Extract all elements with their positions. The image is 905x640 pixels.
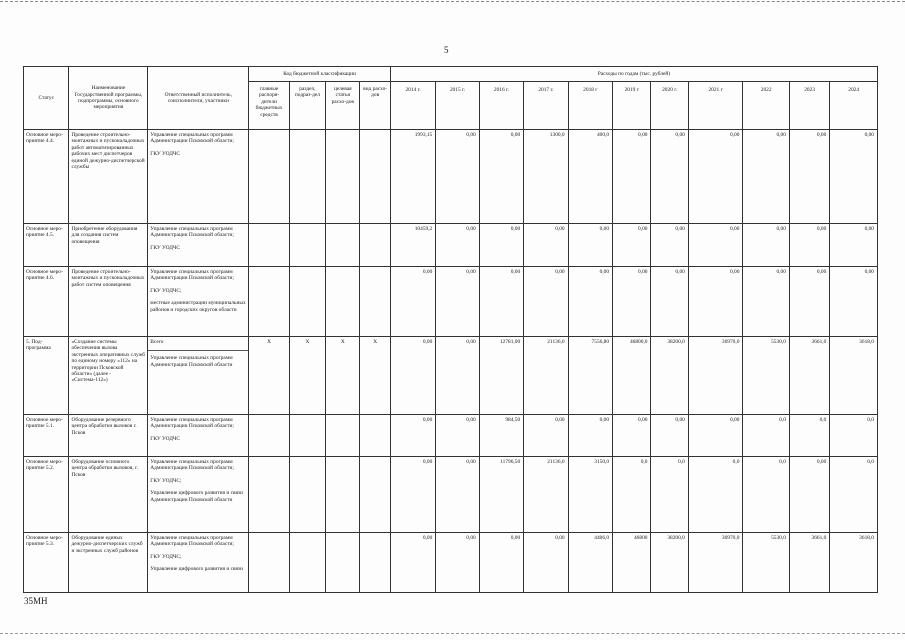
table-row bbox=[24, 457, 878, 533]
row-executor bbox=[148, 415, 249, 457]
header-year: 2020 г. bbox=[651, 82, 688, 130]
header-year: 2018 г bbox=[568, 82, 612, 130]
row-expense-value: 38200,0 bbox=[651, 337, 688, 415]
row-status: Основное меро-приятие 4.4. bbox=[24, 130, 69, 224]
row-expense-value: 0,00 bbox=[524, 224, 568, 267]
row-budget-code bbox=[326, 457, 360, 533]
row-budget-code bbox=[249, 267, 289, 337]
row-budget-code bbox=[326, 415, 360, 457]
row-expense-value: 0,00 bbox=[568, 415, 612, 457]
row-expense-value: 3661,0 bbox=[789, 337, 829, 415]
row-budget-code bbox=[289, 415, 325, 457]
row-expense-value: 38200,0 bbox=[651, 533, 688, 593]
row-expense-value: 0,0 bbox=[688, 457, 743, 533]
row-executor bbox=[148, 267, 249, 337]
row-expense-value: 36970,0 bbox=[688, 533, 743, 593]
row-budget-code bbox=[289, 533, 325, 593]
row-budget-code bbox=[289, 224, 325, 267]
row-executor bbox=[148, 533, 249, 593]
row-expense-value: 5530,0 bbox=[743, 533, 789, 593]
row-expense-value: 984,50 bbox=[479, 415, 523, 457]
row-status: Основное меро-приятие 4.6. bbox=[24, 267, 69, 337]
row-name: Оборудование резервного центра обработки вызовов г. Псков bbox=[69, 415, 148, 457]
row-expense-value: 46800,0 bbox=[613, 337, 651, 415]
row-expense-value: 0,00 bbox=[789, 224, 829, 267]
executor-line: ГКУ УОДЧС bbox=[150, 435, 180, 442]
row-executor bbox=[148, 224, 249, 267]
row-expense-value: 0,00 bbox=[743, 130, 789, 224]
executor-line: местные администрации муниципальных районов и городских округов области bbox=[150, 300, 246, 313]
row-expense-value: 0,00 bbox=[651, 224, 688, 267]
row-expense-value: 0,00 bbox=[688, 415, 743, 457]
row-expense-value: 0,00 bbox=[688, 224, 743, 267]
row-expense-value: 3661,0 bbox=[789, 533, 829, 593]
row-budget-code bbox=[326, 533, 360, 593]
header-expenses: Расходы по годам (тыс. рублей) bbox=[390, 67, 877, 82]
row-expense-value: 0,00 bbox=[688, 130, 743, 224]
row-expense-value: 0,00 bbox=[789, 267, 829, 337]
row-expense-value: 4406,0 bbox=[568, 533, 612, 593]
row-expense-value: 36970,0 bbox=[688, 337, 743, 415]
row-budget-code bbox=[249, 457, 289, 533]
row-expense-value: 0,00 bbox=[436, 533, 479, 593]
header-budget-code: Код бюджетной классификации bbox=[249, 67, 390, 82]
row-budget-code bbox=[360, 533, 390, 593]
row-expense-value: 3618,0 bbox=[830, 533, 878, 593]
row-expense-value: 0,00 bbox=[688, 267, 743, 337]
row-status: 5. Под-программа bbox=[24, 337, 69, 415]
header-budget-subcol: целевая статья расхо-дов bbox=[326, 82, 360, 130]
row-expense-value: 11796,50 bbox=[479, 457, 523, 533]
row-expense-value: 0,00 bbox=[524, 533, 568, 593]
row-budget-code bbox=[249, 533, 289, 593]
header-budget-subcol: вид расхо-дов bbox=[360, 82, 390, 130]
row-expense-value: 0,00 bbox=[436, 415, 479, 457]
row-expense-value: 1300,0 bbox=[524, 130, 568, 224]
header-year: 2019 г bbox=[613, 82, 651, 130]
header-year: 2017 г. bbox=[524, 82, 568, 130]
row-expense-value: 0,00 bbox=[613, 415, 651, 457]
header-budget-subcol: раздел, подраз-дел bbox=[289, 82, 325, 130]
header-year: 2023 bbox=[789, 82, 829, 130]
header-executor: Ответственный исполнитель, соисполнители, участники bbox=[148, 67, 249, 130]
row-expense-value: 0,00 bbox=[789, 457, 829, 533]
header-year: 2024 bbox=[830, 82, 878, 130]
budget-table bbox=[23, 66, 878, 593]
row-expense-value: 0,00 bbox=[436, 224, 479, 267]
row-budget-code bbox=[360, 224, 390, 267]
executor-line: ГКУ УОДЧС bbox=[150, 150, 180, 157]
executor-line: Управление специальных программ Администрации Псковской области; bbox=[150, 417, 234, 430]
row-expense-value: 0,0 bbox=[830, 415, 878, 457]
executor-line: Управление специальных программ Администрации Псковской области; bbox=[150, 459, 234, 472]
row-status: Основное меро-приятие 5.3. bbox=[24, 533, 69, 593]
header-year: 2022 bbox=[743, 82, 789, 130]
row-expense-value: 0,00 bbox=[390, 457, 435, 533]
row-expense-value: 0,0 bbox=[830, 457, 878, 533]
row-budget-code: X bbox=[249, 337, 289, 415]
row-expense-value: 0,00 bbox=[830, 224, 878, 267]
header-year: 2021 г bbox=[688, 82, 743, 130]
row-expense-value: 0,0 bbox=[743, 457, 789, 533]
row-executor bbox=[148, 457, 249, 533]
row-expense-value: 0,00 bbox=[479, 533, 523, 593]
row-expense-value: 0,0 bbox=[613, 457, 651, 533]
row-expense-value: 0,00 bbox=[613, 267, 651, 337]
row-expense-value: 12781,00 bbox=[479, 337, 523, 415]
row-budget-code bbox=[249, 224, 289, 267]
row-budget-code bbox=[249, 415, 289, 457]
row-expense-value: 0,0 bbox=[651, 457, 688, 533]
row-name: Проведение строительно-монтажных и пусконаладочных работ систем оповещения bbox=[69, 267, 148, 337]
row-budget-code bbox=[289, 457, 325, 533]
executor-line: Управление специальных программ Администрации Псковской области; bbox=[150, 226, 234, 239]
row-budget-code bbox=[249, 130, 289, 224]
row-expense-value: 0,00 bbox=[390, 267, 435, 337]
row-budget-code bbox=[360, 415, 390, 457]
row-expense-value: 10459,2 bbox=[390, 224, 435, 267]
header-year: 2016 г. bbox=[479, 82, 523, 130]
row-expense-value: 0,00 bbox=[830, 130, 878, 224]
row-expense-value: 5530,0 bbox=[743, 337, 789, 415]
row-expense-value: 3618,0 bbox=[830, 337, 878, 415]
row-expense-value: 0,00 bbox=[436, 337, 479, 415]
table-row bbox=[24, 337, 878, 415]
row-expense-value: 0,00 bbox=[743, 224, 789, 267]
row-expense-value: 0,00 bbox=[613, 224, 651, 267]
table-row bbox=[24, 415, 878, 457]
row-budget-code bbox=[289, 130, 325, 224]
row-budget-code bbox=[360, 457, 390, 533]
row-expense-value: 0,00 bbox=[651, 130, 688, 224]
table-row bbox=[24, 267, 878, 337]
header-year: 2015 г. bbox=[436, 82, 479, 130]
executor-line: Управление специальных программ Администрации Псковской области; bbox=[150, 535, 234, 548]
row-expense-value: 0,00 bbox=[436, 130, 479, 224]
row-budget-code bbox=[360, 130, 390, 224]
row-expense-value: 0,00 bbox=[524, 415, 568, 457]
executor-line: ГКУ УОДЧС; bbox=[150, 553, 182, 560]
row-budget-code bbox=[326, 130, 360, 224]
row-expense-value: 21136,0 bbox=[524, 337, 568, 415]
row-expense-value: 0,00 bbox=[524, 267, 568, 337]
row-budget-code: X bbox=[360, 337, 390, 415]
row-expense-value: 0,00 bbox=[568, 224, 612, 267]
table-row bbox=[24, 130, 878, 224]
row-budget-code bbox=[326, 267, 360, 337]
table-row bbox=[24, 533, 878, 593]
executor-line: ГКУ УОДЧС; bbox=[150, 477, 182, 484]
row-expense-value: 0,0 bbox=[743, 415, 789, 457]
row-budget-code: X bbox=[289, 337, 325, 415]
row-name: Проведение строительно-монтажных и пусконаладочных работ автоматизированных рабочих мест диспетчеров единой дежурно-диспетчерской службы bbox=[69, 130, 148, 224]
header-name: Наименование Государственной программы, подпрограммы, основного мероприятия bbox=[69, 67, 148, 130]
row-status: Основное меро-приятие 5.2. bbox=[24, 457, 69, 533]
row-expense-value: 0,00 bbox=[651, 415, 688, 457]
row-expense-value: 0,00 bbox=[613, 130, 651, 224]
row-name: Приобретение оборудования для создания систем оповещения bbox=[69, 224, 148, 267]
row-status: Основное меро-приятие 5.1. bbox=[24, 415, 69, 457]
row-budget-code bbox=[326, 224, 360, 267]
row-expense-value: 3150,0 bbox=[568, 457, 612, 533]
row-expense-value: 0,00 bbox=[830, 267, 878, 337]
row-expense-value: 400,0 bbox=[568, 130, 612, 224]
executor-line: Управление специальных программ Администрации Псковской области; bbox=[150, 132, 234, 145]
row-expense-value: 0,00 bbox=[436, 457, 479, 533]
row-executor bbox=[148, 337, 249, 415]
executor-line: Управление цифрового развития и связи bbox=[150, 566, 243, 573]
scan-edge-top bbox=[0, 1, 905, 2]
row-expense-value: 21136,0 bbox=[524, 457, 568, 533]
executor-line: Всего bbox=[150, 339, 164, 345]
row-expense-value: 0,00 bbox=[479, 224, 523, 267]
row-budget-code: X bbox=[326, 337, 360, 415]
row-executor bbox=[148, 130, 249, 224]
row-expense-value: 0,00 bbox=[743, 267, 789, 337]
row-expense-value: 0,0 bbox=[789, 415, 829, 457]
row-expense-value: 7556,80 bbox=[568, 337, 612, 415]
header-status: Статус bbox=[24, 67, 69, 130]
executor-line: Управление цифрового развития и связи Администрации Псковской области bbox=[150, 490, 243, 503]
row-expense-value: 0,00 bbox=[436, 267, 479, 337]
page-number: 5 bbox=[444, 45, 449, 55]
row-budget-code bbox=[289, 267, 325, 337]
executor-line: ГКУ УОДЧС; bbox=[150, 287, 182, 294]
scan-edge-bottom bbox=[0, 633, 905, 634]
row-expense-value: 0,00 bbox=[479, 130, 523, 224]
executor-line: Управление специальных программ Администрации Псковской области; bbox=[150, 269, 234, 282]
footer-code: 35МН bbox=[24, 596, 48, 606]
row-name: «Создание системы обеспечения вызова экстренных оперативных служб по единому номеру «112» на территории Псковской области» (далее - «Система-112») bbox=[69, 337, 148, 415]
row-expense-value: 0,00 bbox=[390, 337, 435, 415]
row-expense-value: 46800 bbox=[613, 533, 651, 593]
executor-line: ГКУ УОДЧС bbox=[150, 244, 180, 251]
row-expense-value: 0,00 bbox=[651, 267, 688, 337]
row-expense-value: 0,00 bbox=[390, 533, 435, 593]
row-expense-value: 1993,15 bbox=[390, 130, 435, 224]
header-budget-subcol: главные распоря-дители бюджетных средств bbox=[249, 82, 289, 130]
row-expense-value: 0,00 bbox=[568, 267, 612, 337]
row-status: Основное меро-приятие 4.5. bbox=[24, 224, 69, 267]
executor-line: Управление специальных программ Администрации Псковской области bbox=[148, 350, 248, 370]
row-name: Оборудование единых дежурно-диспетчерских служб и экстренных служб районов bbox=[69, 533, 148, 593]
row-expense-value: 0,00 bbox=[390, 415, 435, 457]
table-row bbox=[24, 224, 878, 267]
row-budget-code bbox=[360, 267, 390, 337]
row-expense-value: 0,00 bbox=[479, 267, 523, 337]
header-year: 2014 г. bbox=[390, 82, 435, 130]
row-expense-value: 0,00 bbox=[789, 130, 829, 224]
row-name: Оборудование основного центра обработки вызовов, г. Псков bbox=[69, 457, 148, 533]
